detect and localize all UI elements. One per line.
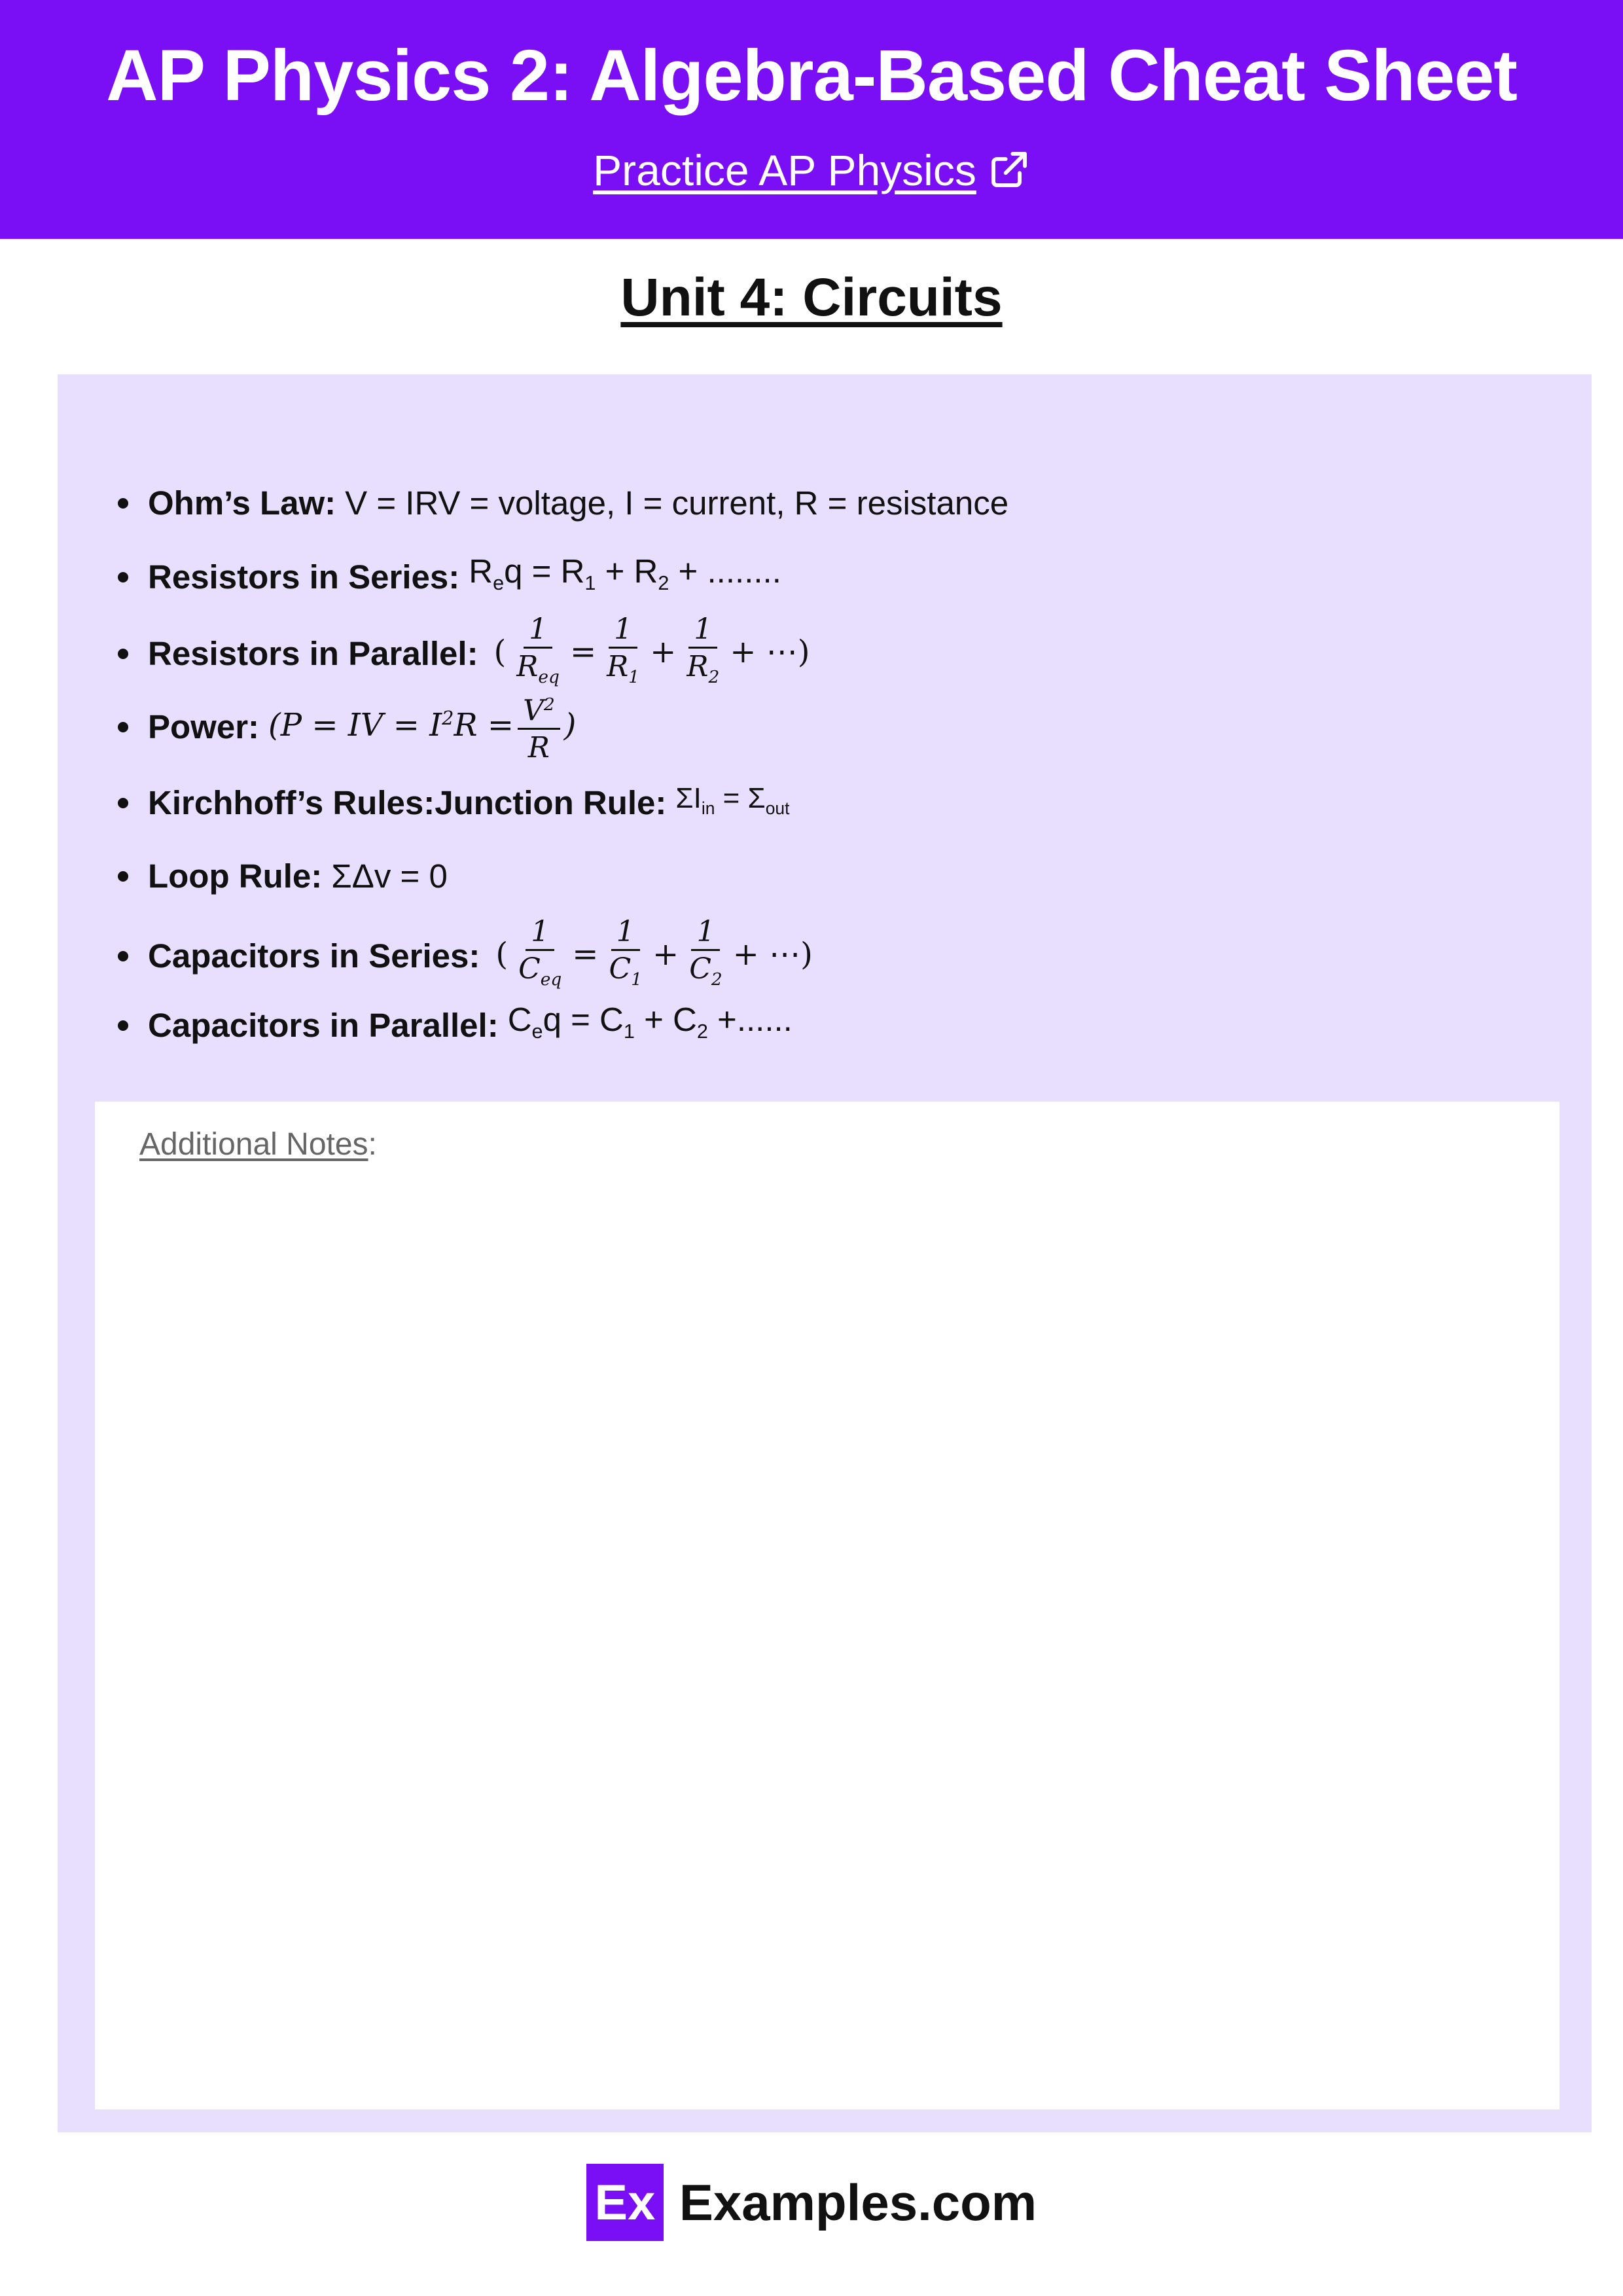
external-link-icon[interactable] — [988, 149, 1030, 190]
item-formula: ( $\frac{1}{C_{eq}}$ = $\frac{1}{C_1}$ + $\frac{1}{C_2}$ + ⋯) — [495, 914, 813, 990]
list-item-ohms-law — [118, 467, 1008, 539]
list-item-resistors-series — [118, 541, 781, 613]
page-title: AP Physics 2: Algebra-Based Cheat Sheet — [106, 35, 1517, 116]
additional-notes-area[interactable] — [95, 1102, 1560, 2109]
item-formula: (P = IV = $I^2R$ = $\frac{V^2}{R}$ ) — [268, 688, 576, 767]
item-label: Loop Rule: — [148, 857, 323, 895]
footer-brand — [0, 2163, 1623, 2242]
item-formula: ( $\frac{1}{R_{eq}}$ = $\frac{1}{R_1}$ + $\frac{1}{R_2}$ + ⋯) — [493, 612, 810, 687]
list-item-resistors-parallel — [118, 612, 816, 690]
item-label: Kirchhoff’s Rules:Junction Rule: — [148, 784, 667, 821]
list-item-kirchhoff — [118, 767, 789, 839]
practice-link[interactable] — [0, 145, 1623, 195]
list-item-capacitors-parallel — [118, 990, 793, 1062]
item-formula: $C_eq = C_1 + C_2$ +...... — [507, 1000, 793, 1043]
formula-panel — [58, 374, 1592, 2132]
item-text: ΣΔv = 0 — [331, 857, 448, 895]
item-label: Resistors in Series: — [148, 558, 460, 596]
item-formula: $R_eq = R_1 + R_2$ + ........ — [469, 552, 781, 595]
header-banner — [0, 0, 1623, 239]
additional-notes-label: Additional Notes: — [139, 1127, 377, 1162]
item-text: V = IRV = voltage, I = current, R = resistance — [345, 484, 1009, 522]
item-label: Capacitors in Parallel: — [148, 1007, 499, 1044]
item-label: Resistors in Parallel: — [148, 635, 478, 672]
item-label: Power: — [148, 708, 260, 745]
examples-logo: Ex — [586, 2164, 664, 2241]
practice-link-label[interactable]: Practice AP Physics — [593, 146, 976, 194]
item-formula: $\Sigma I_{in} = \Sigma_{out}$ — [675, 781, 790, 818]
brand-name: Examples.com — [679, 2173, 1037, 2231]
item-label: Ohm’s Law: — [148, 484, 336, 522]
list-item-capacitors-series — [118, 914, 819, 992]
list-item-power — [118, 691, 576, 763]
unit-title: Unit 4: Circuits — [620, 268, 1003, 327]
item-label: Capacitors in Series: — [148, 937, 480, 975]
list-item-loop-rule — [118, 840, 448, 912]
